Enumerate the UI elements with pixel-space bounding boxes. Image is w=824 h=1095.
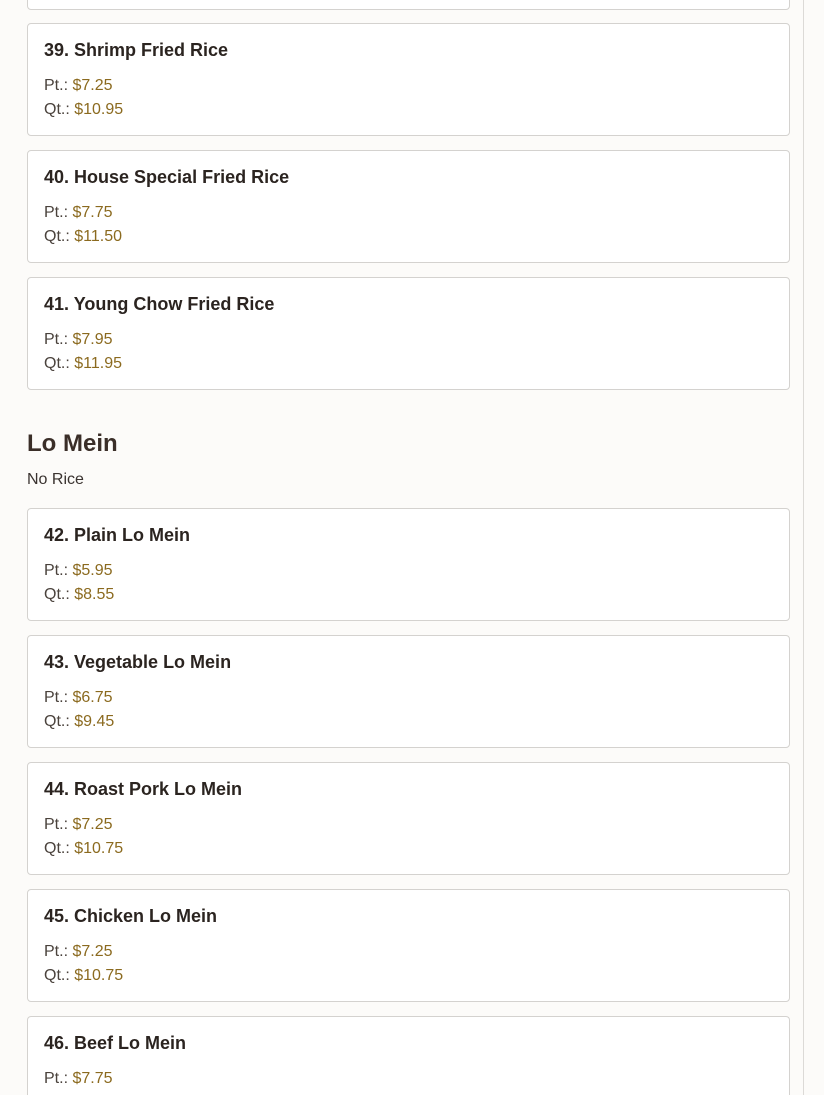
pint-price-line bbox=[44, 1070, 113, 1088]
pint-price-line bbox=[44, 77, 113, 95]
pint-price: $5.95 bbox=[72, 562, 113, 579]
pint-label: Pt.: bbox=[44, 204, 69, 221]
quart-label: Qt.: bbox=[44, 101, 70, 118]
quart-price-line bbox=[44, 840, 123, 858]
menu-item-card[interactable] bbox=[27, 277, 790, 390]
menu-item-card-partial[interactable] bbox=[27, 0, 790, 10]
pint-label: Pt.: bbox=[44, 562, 69, 579]
quart-price-line bbox=[44, 586, 114, 604]
menu-item-card[interactable] bbox=[27, 1016, 790, 1095]
quart-price-line bbox=[44, 355, 122, 373]
menu-item-title: 39. Shrimp Fried Rice bbox=[44, 40, 229, 60]
menu-item-card[interactable] bbox=[27, 762, 790, 875]
menu-item-title: 45. Chicken Lo Mein bbox=[44, 906, 218, 926]
pint-price-line bbox=[44, 689, 113, 707]
quart-price-line bbox=[44, 713, 114, 731]
quart-price: $10.95 bbox=[74, 101, 124, 118]
quart-label: Qt.: bbox=[44, 967, 70, 984]
quart-price: $11.50 bbox=[74, 228, 122, 245]
quart-price-line bbox=[44, 228, 122, 246]
menu-item-card[interactable] bbox=[27, 23, 790, 136]
pint-label: Pt.: bbox=[44, 943, 69, 960]
section-title: Lo Mein bbox=[27, 430, 118, 457]
menu-item-card[interactable] bbox=[27, 635, 790, 748]
pint-price: $7.25 bbox=[72, 943, 113, 960]
quart-price: $10.75 bbox=[74, 840, 124, 857]
quart-price: $9.45 bbox=[74, 713, 115, 730]
menu-item-title: 46. Beef Lo Mein bbox=[44, 1033, 187, 1053]
section-subtitle: No Rice bbox=[27, 471, 84, 488]
quart-price: $11.95 bbox=[74, 355, 122, 372]
pint-price-line bbox=[44, 816, 113, 834]
pint-label: Pt.: bbox=[44, 331, 69, 348]
pint-price: $6.75 bbox=[72, 689, 113, 706]
pint-price: $7.25 bbox=[72, 77, 113, 94]
quart-price: $8.55 bbox=[74, 586, 115, 603]
pint-price-line bbox=[44, 943, 113, 961]
menu-item-card[interactable] bbox=[27, 889, 790, 1002]
menu-item-title: 40. House Special Fried Rice bbox=[44, 167, 290, 187]
quart-price-line bbox=[44, 967, 123, 985]
menu-item-title: 44. Roast Pork Lo Mein bbox=[44, 779, 243, 799]
menu-item-card[interactable] bbox=[27, 508, 790, 621]
pint-price: $7.75 bbox=[72, 204, 113, 221]
pint-label: Pt.: bbox=[44, 816, 69, 833]
menu-item-title: 41. Young Chow Fried Rice bbox=[44, 294, 275, 314]
quart-label: Qt.: bbox=[44, 840, 70, 857]
pint-price-line bbox=[44, 562, 113, 580]
pint-label: Pt.: bbox=[44, 1070, 69, 1087]
pint-label: Pt.: bbox=[44, 77, 69, 94]
pint-price-line bbox=[44, 331, 113, 349]
quart-label: Qt.: bbox=[44, 228, 70, 245]
quart-label: Qt.: bbox=[44, 355, 70, 372]
pint-label: Pt.: bbox=[44, 689, 69, 706]
quart-price: $10.75 bbox=[74, 967, 124, 984]
quart-price-line bbox=[44, 101, 123, 119]
menu-item-title: 42. Plain Lo Mein bbox=[44, 525, 191, 545]
pint-price: $7.95 bbox=[72, 331, 113, 348]
pint-price-line bbox=[44, 204, 113, 222]
pint-price: $7.75 bbox=[72, 1070, 113, 1087]
menu-item-title: 43. Vegetable Lo Mein bbox=[44, 652, 232, 672]
pint-price: $7.25 bbox=[72, 816, 113, 833]
quart-label: Qt.: bbox=[44, 586, 70, 603]
quart-label: Qt.: bbox=[44, 713, 70, 730]
menu-item-card[interactable] bbox=[27, 150, 790, 263]
